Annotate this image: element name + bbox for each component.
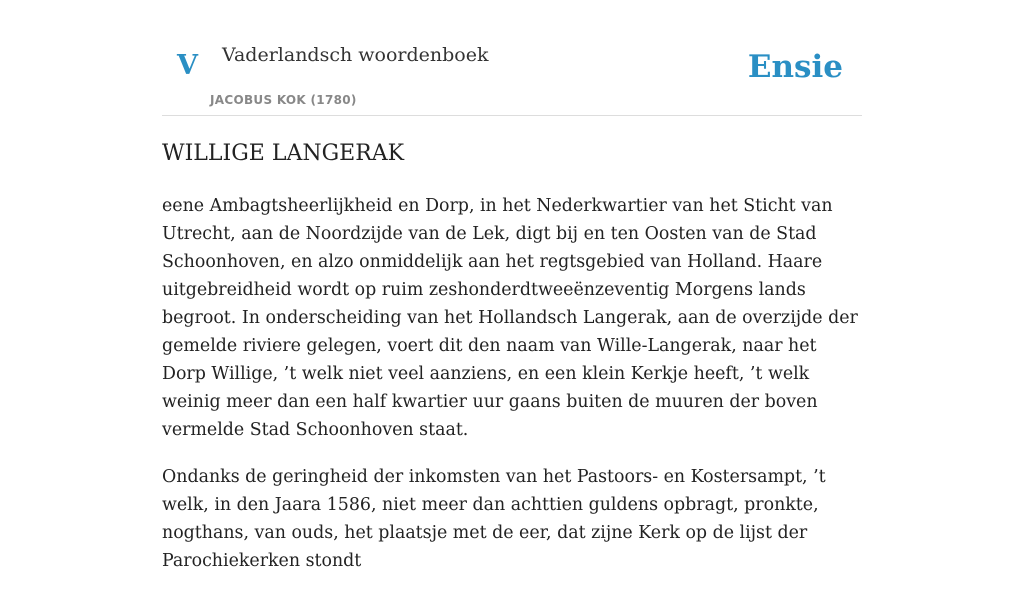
book-letter-icon: V (177, 50, 198, 81)
entry-paragraph: eene Ambagtsheerlijkheid en Dorp, in het Nederkwartier van het Sticht van Utrecht, aan de Noordzijde van de Lek, digt bij en ten Oosten van de Stad Schoonhoven, en alzo onmiddelijk aan het regtsgebied van Holland. Haare uitgebreidheid wordt op ruim zeshonderdtweeënzeventig Morgens lands begroot. In onderscheiding van het Hollandsch Langerak, aan de overzijde der gemelde riviere gelegen, voert dit den naam van Wille-Langerak, naar het Dorp Willige, ’t welk niet veel aanziens, en een klein Kerkje heeft, ’t welk weinig meer dan een half kwartier uur gaans buiten de muuren der boven vermelde Stad Schoonhoven staat. (162, 196, 858, 440)
site-logo[interactable]: Ensie (747, 49, 843, 85)
entry-body (162, 192, 862, 594)
page-container (162, 0, 862, 571)
entry-paragraph: Ondanks de geringheid der inkomsten van het Pastoors- en Kostersampt, ’t welk, in den Jaara 1586, niet meer dan achttien guldens opbragt, pronkte, nogthans, van ouds, het plaatsje met de eer, dat zijne Kerk op de lijst der Parochiekerken stondt (162, 467, 826, 571)
book-title[interactable]: Vaderlandsch woordenboek (222, 44, 489, 66)
book-header (162, 0, 862, 116)
book-author: JACOBUS KOK (1780) (210, 93, 357, 107)
entry-title: WILLIGE LANGERAK (162, 141, 405, 166)
